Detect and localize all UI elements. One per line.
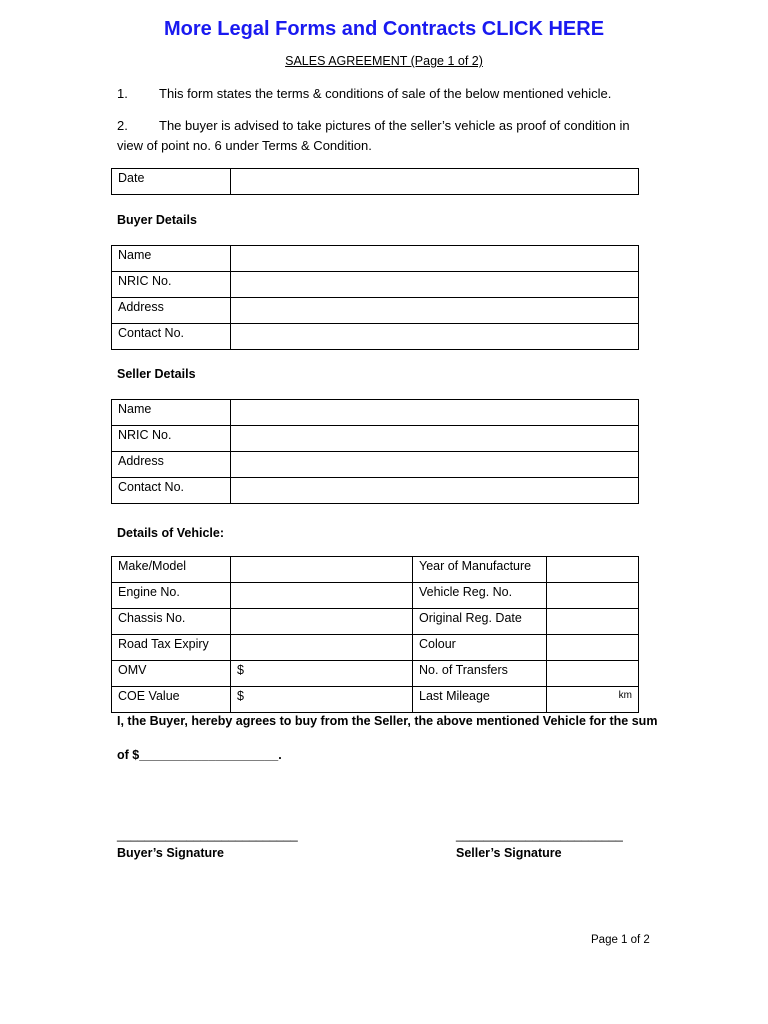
seller-nric-label: NRIC No. — [112, 426, 231, 452]
buyer-name-label: Name — [112, 246, 231, 272]
paragraph-text: The buyer is advised to take pictures of the seller’s vehicle as proof of condition in — [159, 118, 630, 133]
table-row — [112, 452, 639, 478]
colour-field[interactable] — [547, 635, 639, 661]
road-tax-expiry-field[interactable] — [231, 635, 413, 661]
table-row — [112, 400, 639, 426]
vehicle-reg-no-label: Vehicle Reg. No. — [413, 583, 547, 609]
mileage-unit: km — [618, 690, 632, 701]
date-label: Date — [112, 169, 231, 195]
page-number: Page 1 of 2 — [591, 934, 650, 946]
buyer-contact-label: Contact No. — [112, 324, 231, 350]
seller-signature-line[interactable]: ________________________ — [456, 828, 623, 842]
coe-value-field[interactable]: $ — [231, 687, 413, 713]
buyer-signature-label: Buyer’s Signature — [117, 846, 224, 860]
year-of-manufacture-field[interactable] — [547, 557, 639, 583]
seller-name-label: Name — [112, 400, 231, 426]
seller-contact-field[interactable] — [231, 478, 639, 504]
last-mileage-field[interactable] — [547, 687, 639, 713]
vehicle-reg-no-field[interactable] — [547, 583, 639, 609]
make-model-field[interactable] — [231, 557, 413, 583]
seller-details-heading: Seller Details — [117, 367, 196, 381]
seller-address-field[interactable] — [231, 452, 639, 478]
paragraph-number: 1. — [117, 86, 128, 101]
document-title — [0, 54, 768, 68]
seller-address-label: Address — [112, 452, 231, 478]
table-row — [112, 324, 639, 350]
seller-nric-field[interactable] — [231, 426, 639, 452]
seller-name-field[interactable] — [231, 400, 639, 426]
date-field[interactable] — [231, 169, 639, 195]
table-row — [112, 478, 639, 504]
original-reg-date-field[interactable] — [547, 609, 639, 635]
table-row — [112, 661, 639, 687]
paragraph-number: 2. — [117, 118, 128, 133]
sum-line[interactable]: of $____________________. — [117, 748, 282, 762]
no-of-transfers-label: No. of Transfers — [413, 661, 547, 687]
promo-link[interactable]: More Legal Forms and Contracts CLICK HERE — [163, 18, 605, 40]
chassis-no-label: Chassis No. — [112, 609, 231, 635]
road-tax-expiry-label: Road Tax Expiry — [112, 635, 231, 661]
buyer-name-field[interactable] — [231, 246, 639, 272]
original-reg-date-label: Original Reg. Date — [413, 609, 547, 635]
make-model-label: Make/Model — [112, 557, 231, 583]
buyer-address-field[interactable] — [231, 298, 639, 324]
buyer-nric-label: NRIC No. — [112, 272, 231, 298]
paragraph-text: This form states the terms & conditions of sale of the below mentioned vehicle. — [159, 86, 612, 101]
seller-signature-label: Seller’s Signature — [456, 846, 562, 860]
buyer-details-table — [111, 245, 639, 350]
buyer-address-label: Address — [112, 298, 231, 324]
agreement-text: I, the Buyer, hereby agrees to buy from the Seller, the above mentioned Vehicle for the sum — [117, 714, 658, 728]
seller-details-table — [111, 399, 639, 504]
omv-label: OMV — [112, 661, 231, 687]
last-mileage-label: Last Mileage — [413, 687, 547, 713]
seller-contact-label: Contact No. — [112, 478, 231, 504]
engine-no-label: Engine No. — [112, 583, 231, 609]
document-title-text: SALES AGREEMENT (Page 1 of 2) — [285, 54, 483, 68]
omv-field[interactable]: $ — [231, 661, 413, 687]
chassis-no-field[interactable] — [231, 609, 413, 635]
buyer-details-heading: Buyer Details — [117, 213, 197, 227]
table-row — [112, 687, 639, 713]
no-of-transfers-field[interactable] — [547, 661, 639, 687]
table-row — [112, 635, 639, 661]
colour-label: Colour — [413, 635, 547, 661]
table-row — [112, 426, 639, 452]
date-table — [111, 168, 639, 195]
buyer-signature-line[interactable]: __________________________ — [117, 828, 298, 842]
engine-no-field[interactable] — [231, 583, 413, 609]
table-row — [112, 169, 639, 195]
vehicle-details-table — [111, 556, 639, 713]
coe-value-label: COE Value — [112, 687, 231, 713]
table-row — [112, 557, 639, 583]
paragraph-2-continuation: view of point no. 6 under Terms & Condition. — [117, 138, 372, 153]
table-row — [112, 298, 639, 324]
table-row — [112, 246, 639, 272]
paragraph-2 — [117, 118, 630, 133]
paragraph-1 — [117, 86, 611, 101]
table-row — [112, 583, 639, 609]
buyer-nric-field[interactable] — [231, 272, 639, 298]
table-row — [112, 272, 639, 298]
year-of-manufacture-label: Year of Manufacture — [413, 557, 547, 583]
table-row — [112, 609, 639, 635]
buyer-contact-field[interactable] — [231, 324, 639, 350]
vehicle-details-heading: Details of Vehicle: — [117, 526, 224, 540]
